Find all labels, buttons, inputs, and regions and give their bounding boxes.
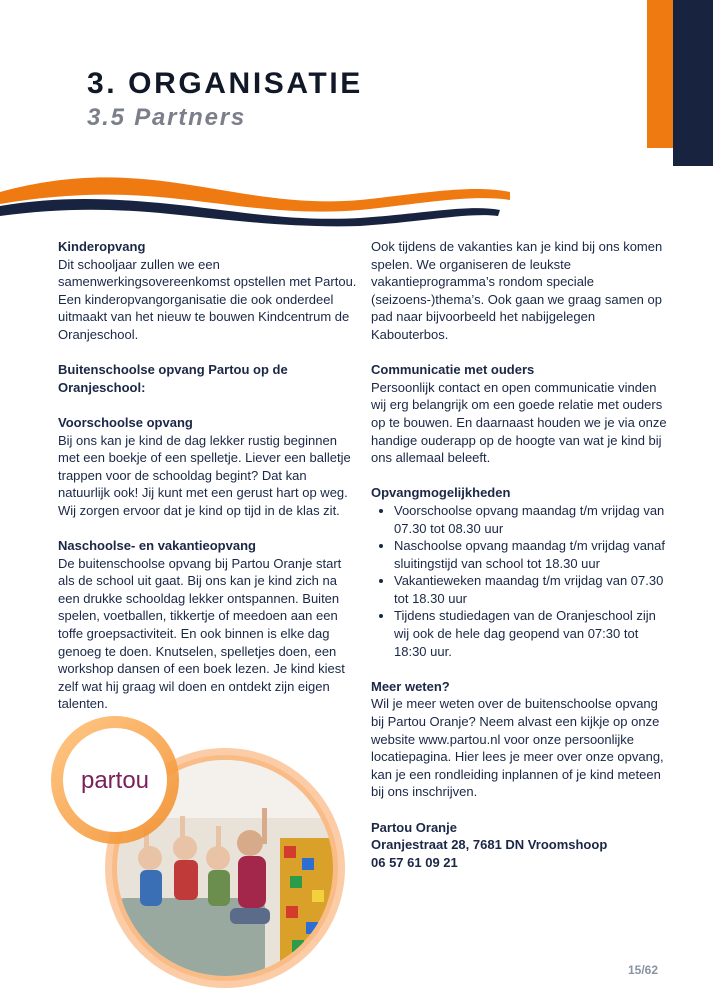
page-number: 15/62 [628, 963, 659, 977]
left-column [58, 238, 358, 713]
orange-accent-bar [647, 0, 673, 148]
contact-address: Oranjestraat 28, 7681 DN Vroomshoop [371, 837, 608, 853]
navy-accent-bar [673, 0, 713, 166]
kinderopvang-text: Dit schooljaar zullen we een samenwerkingsovereenkomst opstellen met Partou. Een kinderopvangorganisatie die ook onderdeel uitmaakt van het nieuw te bouwen Kindcentrum de Oranjeschool. [58, 256, 357, 342]
partou-illustration [40, 708, 360, 998]
brush-swoosh-decoration [0, 170, 510, 228]
partou-logo-text: partou [80, 767, 150, 794]
list-item: • Tijdens studiedagen van de Oranjeschool zijn wij ook de hele dag geopend van 07:30 tot 18:30 uur. [394, 607, 671, 660]
voorschoolse-heading: Voorschoolse opvang [58, 414, 193, 430]
opvangmogelijkheden-list [371, 502, 671, 660]
communicatie-heading: Communicatie met ouders [371, 362, 535, 378]
naschoolse-heading: Naschoolse- en vakantieopvang [58, 538, 256, 554]
kinderopvang-heading: Kinderopvang [58, 239, 146, 254]
bso-heading: Buitenschoolse opvang Partou op de Oranjeschool: [58, 362, 288, 395]
list-item: • Naschoolse opvang maandag t/m vrijdag vanaf sluitingstijd van school tot 18.30 uur [394, 537, 671, 572]
vakantie-text: Ook tijdens de vakanties kan je kind bij ons komen spelen. We organiseren de leukste vakantieprogramma’s rondom speciale (seizoens-)thema’s. Ook gaan we graag samen op pad naar bijvoorbeeld het nabijgelegen Kabouterbos. [371, 239, 663, 342]
voorschoolse-text: Bij ons kan je kind de dag lekker rustig beginnen met een boekje of een spelletje. Liever een balletje trappen voor de schooldag begint? Dat kan natuurlijk ook! Jij kunt met een gerust hart op weg. Wij zorgen ervoor dat je kind op tijd in de klas zit. [58, 432, 351, 518]
meer-weten-text: Wil je meer weten over de buitenschoolse opvang bij Partou Oranje? Neem alvast een kijkje op onze website www.partou.nl voor onze persoonlijke locatiepagina. Hier lees je meer over onze opvang, kan je een rondleiding inplannen of je kind meteen bij ons inschrijven. [371, 696, 664, 800]
partou-logo [51, 716, 179, 844]
list-item: • Voorschoolse opvang maandag t/m vrijdag van 07.30 tot 08.30 uur [394, 502, 671, 537]
contact-name: Partou Oranje [371, 819, 457, 835]
list-item: • Vakantieweken maandag t/m vrijdag van 07.30 tot 18.30 uur [394, 572, 671, 607]
page-title: 3. ORGANISATIE [87, 67, 363, 100]
contact-phone: 06 57 61 09 21 [371, 854, 458, 870]
communicatie-text: Persoonlijk contact en open communicatie vinden wij erg belangrijk om een goede relatie met ouders op te bouwen. En daarnaast houden we je via onze handige ouderapp op de hoogte van wat je kind bij ons allemaal beleeft. [371, 379, 667, 466]
meer-weten-heading: Meer weten? [371, 678, 450, 694]
right-column [371, 238, 671, 871]
page-subtitle: 3.5 Partners [87, 104, 247, 131]
opvangmogelijkheden-heading: Opvangmogelijkheden [371, 485, 511, 501]
naschoolse-text: De buitenschoolse opvang bij Partou Oranje start als de school uit gaat. Bij ons kan je kind zich na een drukke schooldag lekker ontspannen. Buiten spelen, voetballen, tikkertje of meedoen aan een toffe groepsactiviteit. En ook binnen is elke dag genoeg te doen. Knutselen, spelletjes doen, een workshop dansen of een boek lezen. Je kind kiest zelf wat hij graag wil doen en ontdekt zijn eigen talenten. [58, 555, 345, 712]
